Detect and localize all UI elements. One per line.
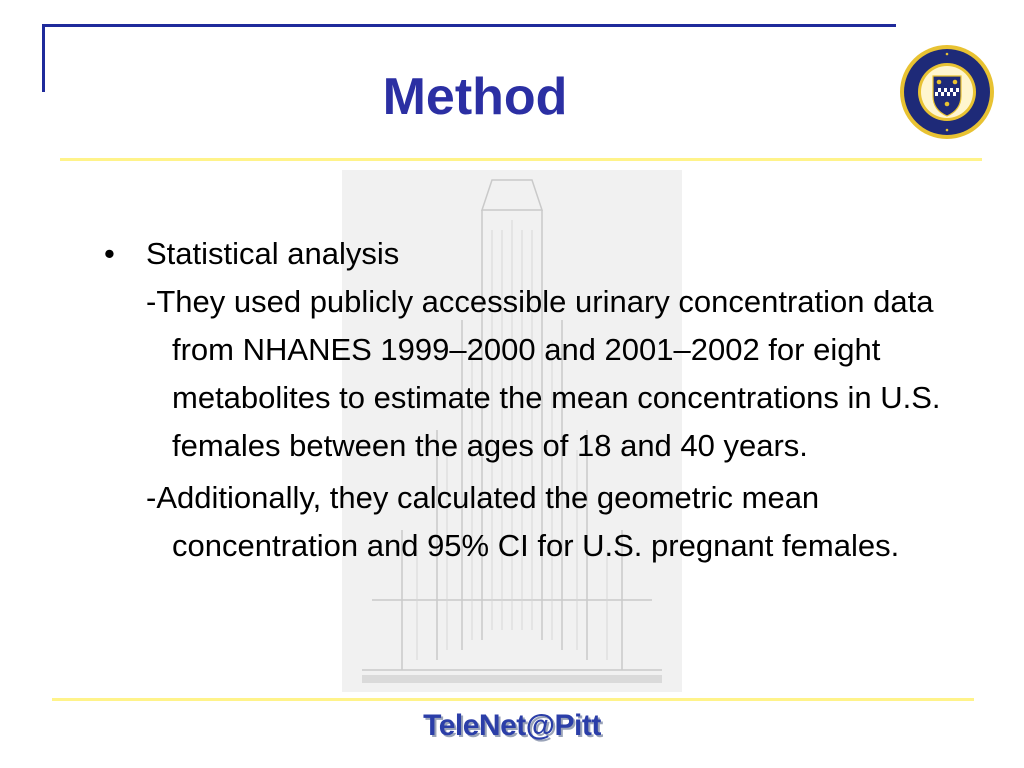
bullet-marker: • [104, 236, 115, 271]
bullet-heading: Statistical analysis [146, 236, 400, 271]
slide-title: Method [382, 68, 568, 126]
frame-top-line [42, 24, 896, 27]
footer-brand: TeleNet@Pitt [423, 709, 601, 742]
bullet-item [104, 230, 984, 278]
analysis-paragraph-1: -They used publicly accessible urinary concentration data from NHANES 1999–2000 and 2001–2002 for eight metabolites to estimate the mean concentrations in U.S. females between the ages of 18 and 40 years. [146, 284, 941, 463]
slide-body [104, 230, 984, 570]
footer-divider [52, 698, 974, 701]
title-divider [60, 158, 982, 161]
frame-left-line [42, 24, 45, 92]
analysis-paragraph-2: -Additionally, they calculated the geometric mean concentration and 95% CI for U.S. pregnant females. [146, 480, 900, 563]
university-seal-icon [899, 40, 995, 146]
